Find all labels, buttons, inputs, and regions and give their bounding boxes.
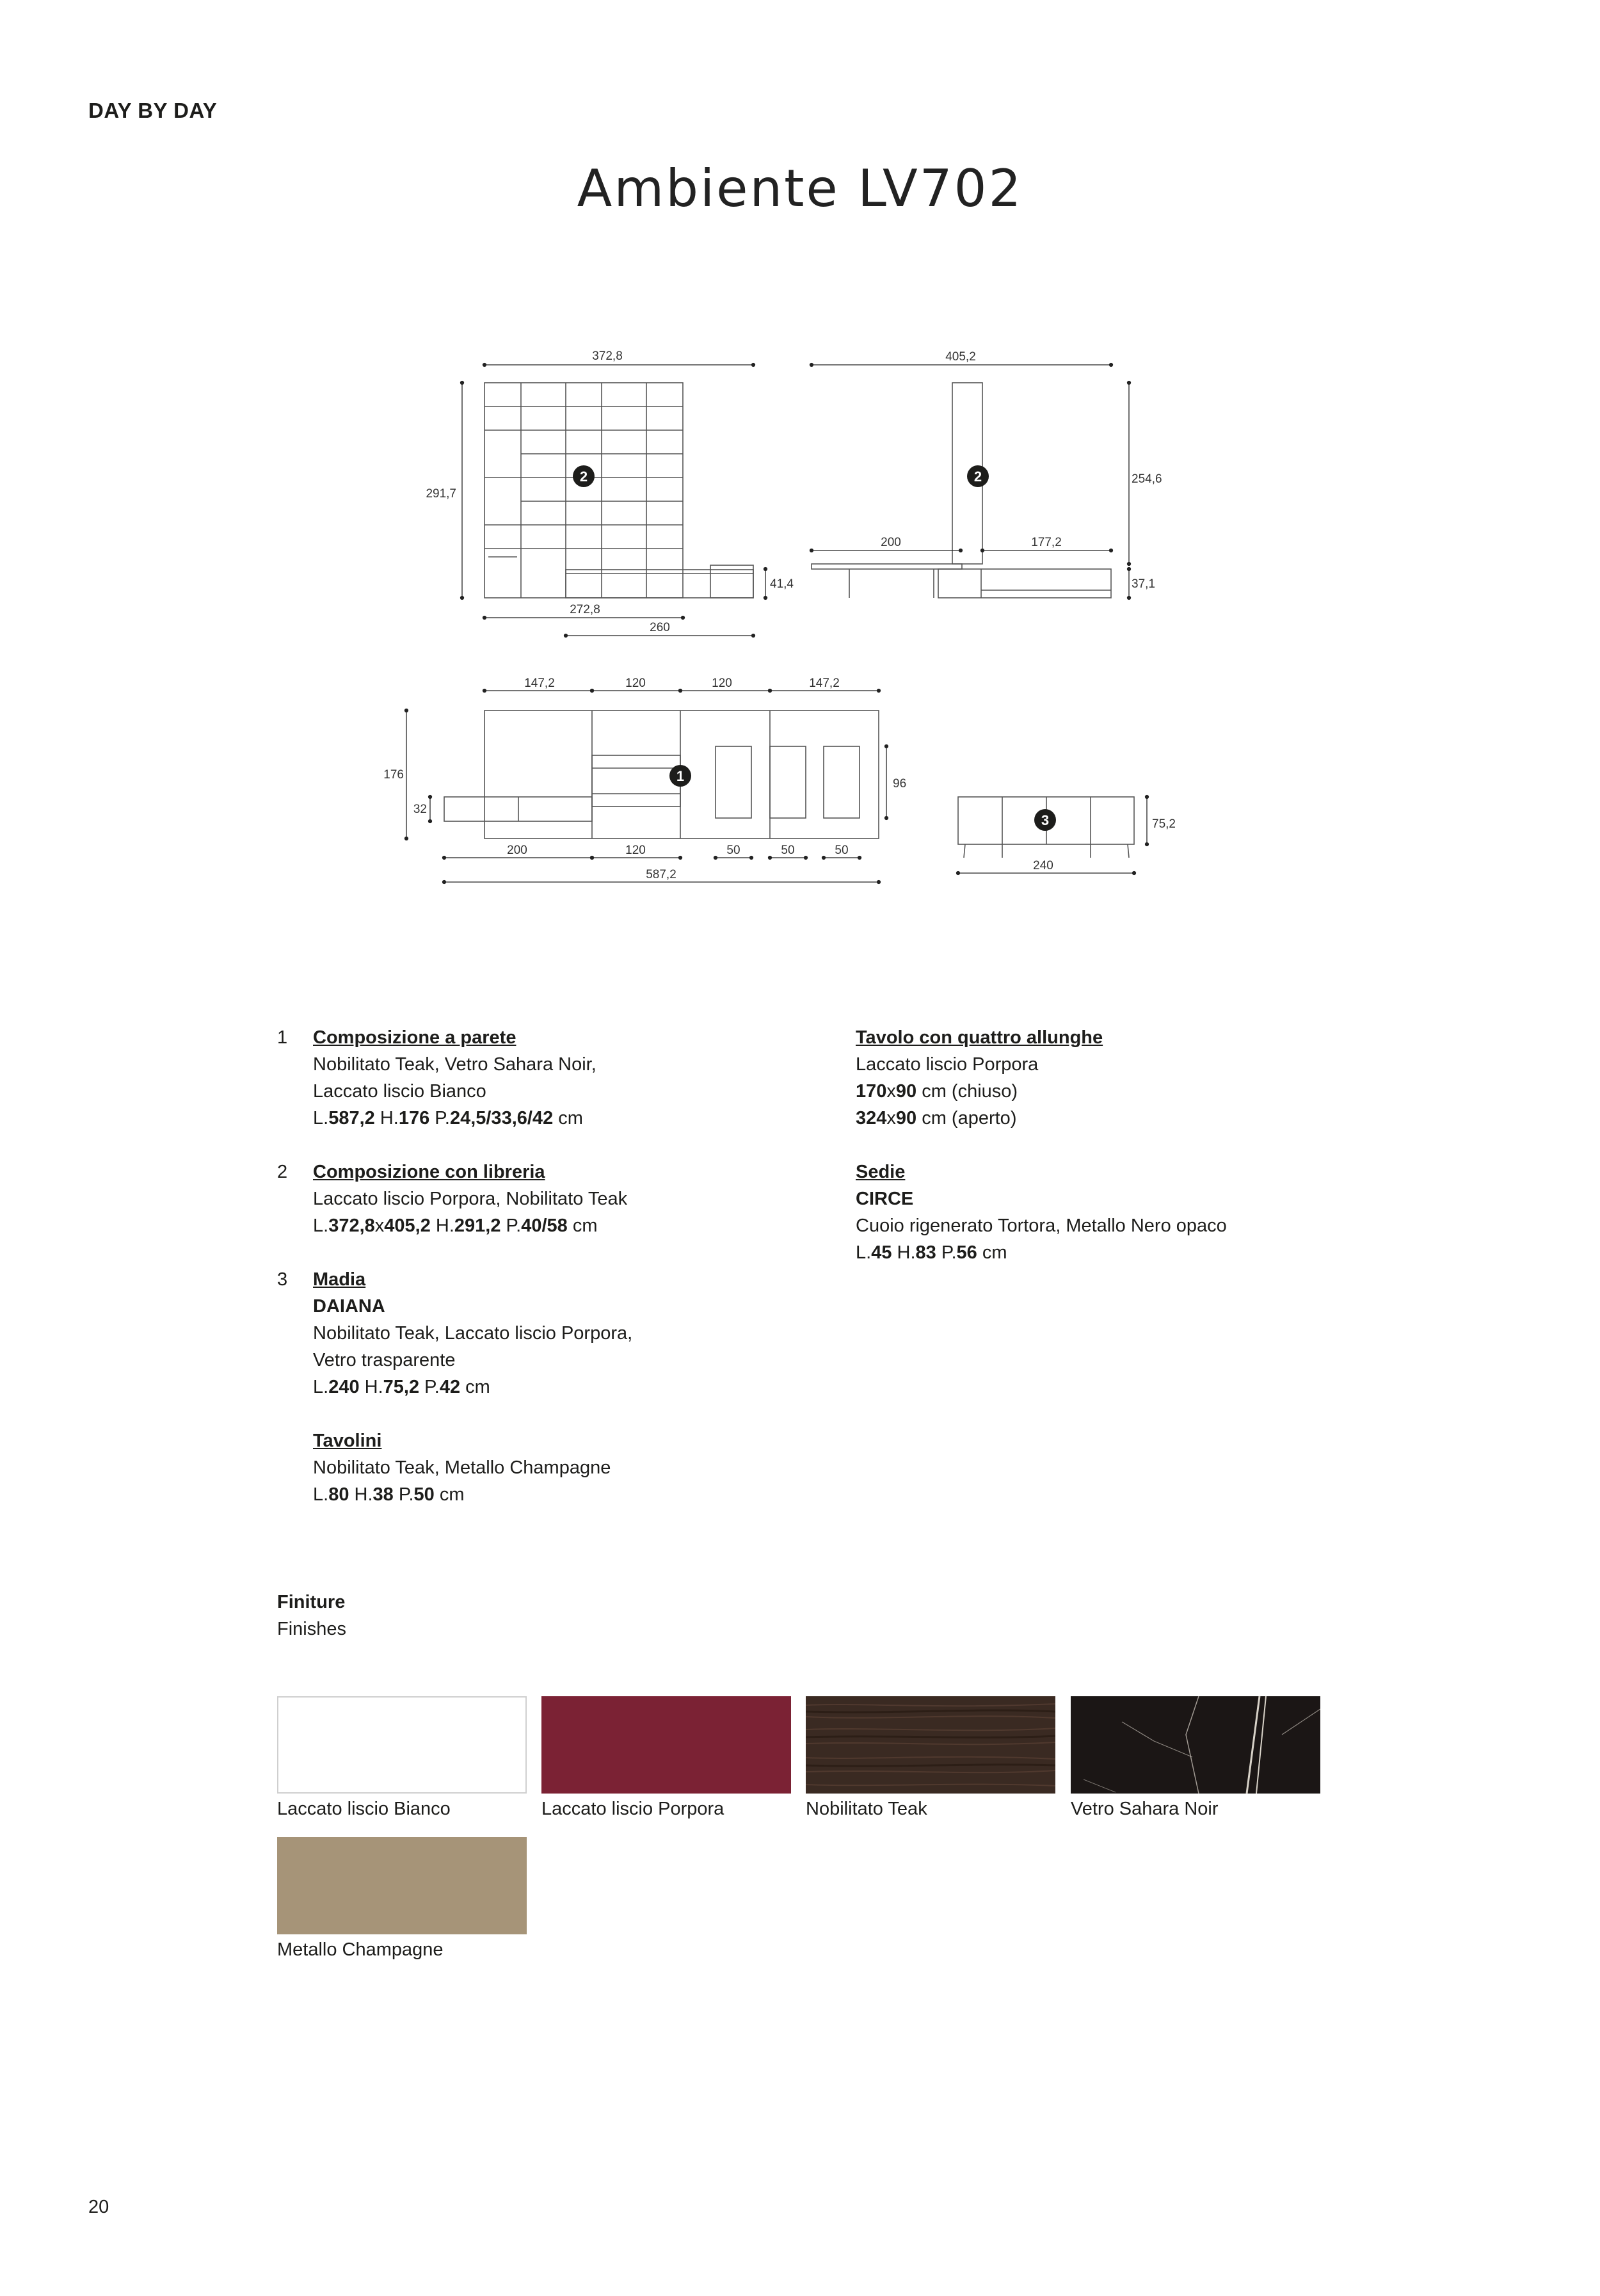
dimension-label: P.	[500, 1216, 522, 1236]
dim-label: 587,2	[646, 868, 676, 881]
spec-dimensions	[856, 1239, 1227, 1266]
spec-dimensions	[313, 1212, 627, 1239]
dim-label: 176	[383, 768, 404, 782]
dimension-label: cm	[460, 1377, 490, 1397]
dimension-label: cm (chiuso)	[916, 1081, 1018, 1102]
dim-label: 291,7	[426, 487, 456, 501]
finishes-title: Finiture	[277, 1592, 346, 1612]
badge-2-elevation	[573, 465, 595, 487]
bookcase-elevation	[484, 383, 753, 598]
dim-label: 272,8	[570, 603, 600, 616]
swatch-label: Vetro Sahara Noir	[1071, 1799, 1219, 1819]
spec-line: Nobilitato Teak, Vetro Sahara Noir,	[313, 1054, 596, 1075]
dimension-value: 83	[915, 1242, 936, 1263]
spec-dimensions	[856, 1078, 1103, 1105]
spec-item-tavolini	[313, 1427, 611, 1508]
spec-line: Vetro trasparente	[313, 1350, 456, 1370]
dimension-value: 240	[328, 1377, 360, 1397]
dimension-label: x	[886, 1081, 896, 1102]
dim-label: 120	[625, 677, 646, 690]
badge-1	[669, 765, 691, 787]
dimension-label: x	[374, 1216, 385, 1236]
dimension-value: 40/58	[521, 1216, 568, 1236]
spec-line: Laccato liscio Porpora	[856, 1054, 1039, 1075]
technical-drawings	[0, 0, 1600, 909]
dimension-value: 176	[398, 1108, 430, 1128]
dim-label: 147,2	[524, 677, 555, 690]
dim-label: 200	[507, 844, 527, 857]
dimension-value: 24,5/33,6/42	[449, 1108, 554, 1128]
dimension-value: 42	[439, 1377, 461, 1397]
dimension-label: L.	[856, 1242, 872, 1263]
spec-title: Tavolo con quattro allunghe	[856, 1027, 1103, 1048]
spec-dimensions	[313, 1481, 611, 1508]
spec-title: Madia	[313, 1269, 366, 1290]
dim-label: 177,2	[1031, 536, 1062, 549]
dimension-label: P.	[936, 1242, 957, 1263]
spec-number: 2	[277, 1162, 288, 1182]
wood-grain-texture	[806, 1696, 1055, 1794]
spec-line: Cuoio rigenerato Tortora, Metallo Nero opaco	[856, 1216, 1227, 1236]
dimension-label: P.	[429, 1108, 450, 1128]
page-number: 20	[88, 2197, 109, 2217]
dim-label: 405,2	[945, 350, 976, 364]
badge-3	[1034, 809, 1056, 831]
svg-text:2: 2	[579, 469, 588, 485]
spec-line: Laccato liscio Porpora, Nobilitato Teak	[313, 1189, 628, 1209]
svg-text:1: 1	[676, 768, 685, 784]
dimension-label: H.	[349, 1484, 373, 1505]
marble-vein-texture	[1071, 1696, 1320, 1794]
dim-label: 50	[835, 844, 849, 857]
swatch-porpora	[541, 1696, 791, 1794]
dimension-value: 38	[372, 1484, 394, 1505]
dimension-label: L.	[313, 1216, 329, 1236]
swatch-label: Laccato liscio Porpora	[541, 1799, 724, 1819]
spec-model: DAIANA	[313, 1296, 385, 1317]
dim-label: 240	[1033, 859, 1053, 872]
badge-2-side	[967, 465, 989, 487]
spec-title: Composizione con libreria	[313, 1162, 545, 1182]
dimension-label: H.	[892, 1242, 916, 1263]
dim-label: 120	[712, 677, 732, 690]
dim-label: 120	[625, 844, 646, 857]
dim-label: 41,4	[770, 577, 794, 591]
dimension-value: 170	[856, 1081, 887, 1102]
dim-label: 200	[881, 536, 901, 549]
spec-item-sedie	[856, 1159, 1227, 1266]
spec-title: Tavolini	[313, 1431, 382, 1451]
spec-item-tavolo	[856, 1024, 1103, 1132]
spec-number: 1	[277, 1027, 288, 1048]
finishes-subtitle: Finishes	[277, 1619, 346, 1639]
dim-label: 372,8	[592, 349, 623, 363]
swatch-label: Laccato liscio Bianco	[277, 1799, 451, 1819]
dimension-value: 90	[895, 1108, 917, 1128]
dimension-value: 587,2	[328, 1108, 375, 1128]
spec-item-3	[277, 1266, 633, 1401]
svg-text:3: 3	[1041, 812, 1050, 828]
spec-line: Nobilitato Teak, Laccato liscio Porpora,	[313, 1323, 633, 1344]
svg-text:2: 2	[973, 469, 982, 485]
page-title: Ambiente LV702	[577, 159, 1023, 218]
swatch-label: Nobilitato Teak	[806, 1799, 927, 1819]
dim-label: 50	[781, 844, 795, 857]
dimension-label: L.	[313, 1377, 329, 1397]
swatch-champagne	[277, 1837, 527, 1934]
dim-label: 147,2	[809, 677, 840, 690]
dimension-label: P.	[419, 1377, 440, 1397]
spec-model: CIRCE	[856, 1189, 914, 1209]
swatch-teak	[806, 1696, 1055, 1794]
side-view	[812, 383, 1111, 598]
spec-item-2	[277, 1159, 628, 1239]
wall-composition-elevation	[444, 710, 879, 839]
spec-dimensions	[856, 1105, 1103, 1132]
dimension-label: H.	[430, 1216, 454, 1236]
dimension-label: P.	[393, 1484, 414, 1505]
dim-label: 254,6	[1132, 472, 1162, 486]
dimension-value: 372,8	[328, 1216, 375, 1236]
dimension-value: 45	[871, 1242, 892, 1263]
spec-title: Composizione a parete	[313, 1027, 516, 1048]
dimension-value: 50	[413, 1484, 435, 1505]
dim-label: 260	[650, 621, 670, 634]
swatch-sahara-noir	[1071, 1696, 1320, 1794]
swatch-label: Metallo Champagne	[277, 1939, 444, 1960]
spec-line: Nobilitato Teak, Metallo Champagne	[313, 1457, 611, 1478]
spec-title: Sedie	[856, 1162, 906, 1182]
dimension-value: 324	[856, 1108, 887, 1128]
dimension-label: cm	[977, 1242, 1007, 1263]
dim-label: 75,2	[1152, 817, 1176, 831]
dimension-value: 56	[956, 1242, 977, 1263]
dimension-label: cm (aperto)	[916, 1108, 1017, 1128]
dim-label: 37,1	[1132, 577, 1155, 591]
dimension-label: x	[886, 1108, 896, 1128]
dimension-value: 405,2	[384, 1216, 431, 1236]
brand-heading: DAY BY DAY	[88, 99, 218, 122]
spec-dimensions	[313, 1374, 632, 1401]
dim-label: 50	[726, 844, 740, 857]
dimension-label: cm	[553, 1108, 583, 1128]
spec-line: Laccato liscio Bianco	[313, 1081, 486, 1102]
dim-label: 96	[893, 777, 907, 791]
dimension-label: cm	[434, 1484, 465, 1505]
dimension-value: 75,2	[383, 1377, 420, 1397]
dimension-value: 90	[895, 1081, 917, 1102]
dimension-value: 291,2	[454, 1216, 501, 1236]
dimension-label: H.	[359, 1377, 383, 1397]
dimension-label: L.	[313, 1484, 329, 1505]
spec-dimensions	[313, 1105, 596, 1132]
dimension-label: cm	[567, 1216, 598, 1236]
dimension-label: L.	[313, 1108, 329, 1128]
spec-number: 3	[277, 1269, 288, 1290]
dimension-value: 80	[328, 1484, 349, 1505]
spec-item-1	[277, 1024, 596, 1132]
dim-label: 32	[413, 803, 427, 816]
swatch-bianco	[277, 1696, 527, 1794]
dimension-label: H.	[374, 1108, 399, 1128]
